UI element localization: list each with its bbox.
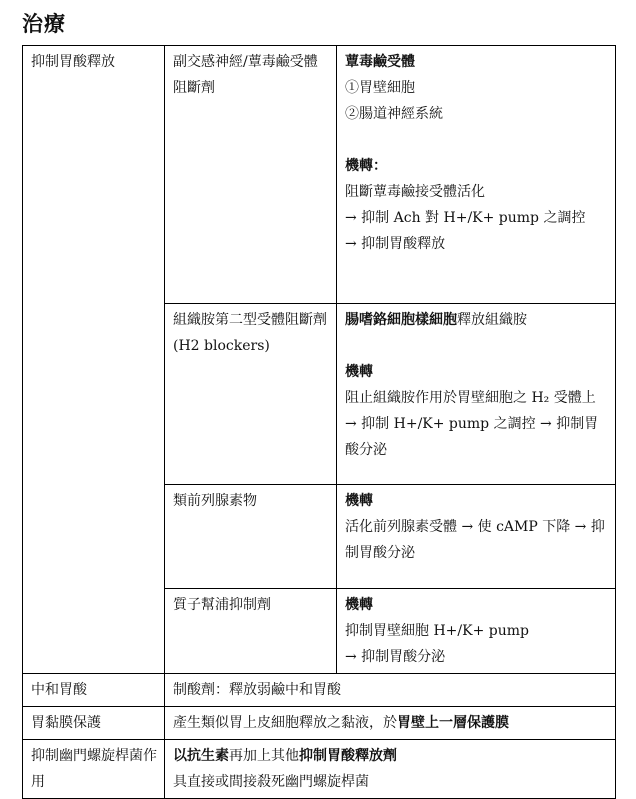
mechanism-cell — [337, 304, 616, 485]
drug-name: 組織胺第二型受體阻斷劑(H2 blockers) — [173, 312, 327, 354]
description-cell — [165, 707, 616, 740]
h2-lead-line — [345, 307, 608, 333]
category-label: 抑制胃酸釋放 — [31, 54, 115, 70]
description-emphasis: 胃壁上一層保護膜 — [397, 715, 509, 731]
receptor-heading: 蕈毒鹼受體 — [345, 54, 415, 70]
mechanism-line: 抑制胃壁細胞 H+/K+ pump — [345, 623, 529, 639]
antibiotic-text: 以抗生素 — [173, 748, 229, 764]
mechanism-heading: 機轉 — [345, 597, 373, 613]
description-text: 產生類似胃上皮細胞釋放之黏液，於 — [173, 715, 397, 731]
drug-cell — [165, 589, 337, 674]
table-row — [23, 674, 616, 707]
acid-inhibitor-text: 抑制胃酸釋放劑 — [299, 748, 397, 764]
description-cell — [165, 740, 616, 799]
drug-name: 類前列腺素物 — [173, 493, 257, 509]
h2-lead-rest: 釋放組織胺 — [457, 312, 527, 328]
category-cell — [23, 740, 165, 799]
description-cell — [165, 674, 616, 707]
treatment-table — [22, 45, 616, 799]
category-cell — [23, 707, 165, 740]
mechanism-heading: 機轉： — [345, 158, 387, 174]
mechanism-heading: 機轉 — [345, 364, 373, 380]
category-label: 抑制幽門螺旋桿菌作用 — [31, 748, 157, 790]
table-row — [23, 46, 616, 304]
drug-cell — [165, 46, 337, 304]
mechanism-text: 活化前列腺素受體 → 使 cAMP 下降 → 抑制胃酸分泌 — [345, 519, 605, 561]
mechanism-cell — [337, 485, 616, 589]
drug-cell — [165, 485, 337, 589]
category-label: 中和胃酸 — [31, 682, 87, 698]
mechanism-cell — [337, 589, 616, 674]
description-line: 具直接或間接殺死幽門螺旋桿菌 — [173, 774, 369, 790]
description-line — [173, 743, 608, 769]
receptor-item: ②腸道神經系統 — [345, 106, 443, 122]
mechanism-line: → 抑制胃酸分泌 — [345, 649, 446, 665]
mechanism-line: → 抑制 Ach 對 H+/K+ pump 之調控 — [345, 210, 586, 226]
drug-name: 質子幫浦抑制劑 — [173, 597, 271, 613]
table-row — [23, 707, 616, 740]
mechanism-text: 阻止組織胺作用於胃壁細胞之 H₂ 受體上 → 抑制 H+/K+ pump 之調控 → 抑制胃酸分泌 — [345, 390, 599, 458]
category-cell — [23, 674, 165, 707]
receptor-item: ①胃壁細胞 — [345, 80, 415, 96]
mechanism-heading: 機轉 — [345, 493, 373, 509]
description-text: 制酸劑：釋放弱鹼中和胃酸 — [173, 682, 341, 698]
mechanism-line: → 抑制胃酸釋放 — [345, 236, 446, 252]
drug-name: 副交感神經/蕈毒鹼受體阻斷劑 — [173, 54, 318, 96]
mechanism-line: 阻斷蕈毒鹼接受體活化 — [345, 184, 485, 200]
mechanism-cell — [337, 46, 616, 304]
category-label: 胃黏膜保護 — [31, 715, 101, 731]
page-title: 治療 — [22, 11, 66, 36]
category-cell — [23, 46, 165, 674]
drug-cell — [165, 304, 337, 485]
table-row — [23, 740, 616, 799]
ecl-cell-text: 腸嗜鉻細胞樣細胞 — [345, 312, 457, 328]
connector-text: 再加上其他 — [229, 748, 299, 764]
